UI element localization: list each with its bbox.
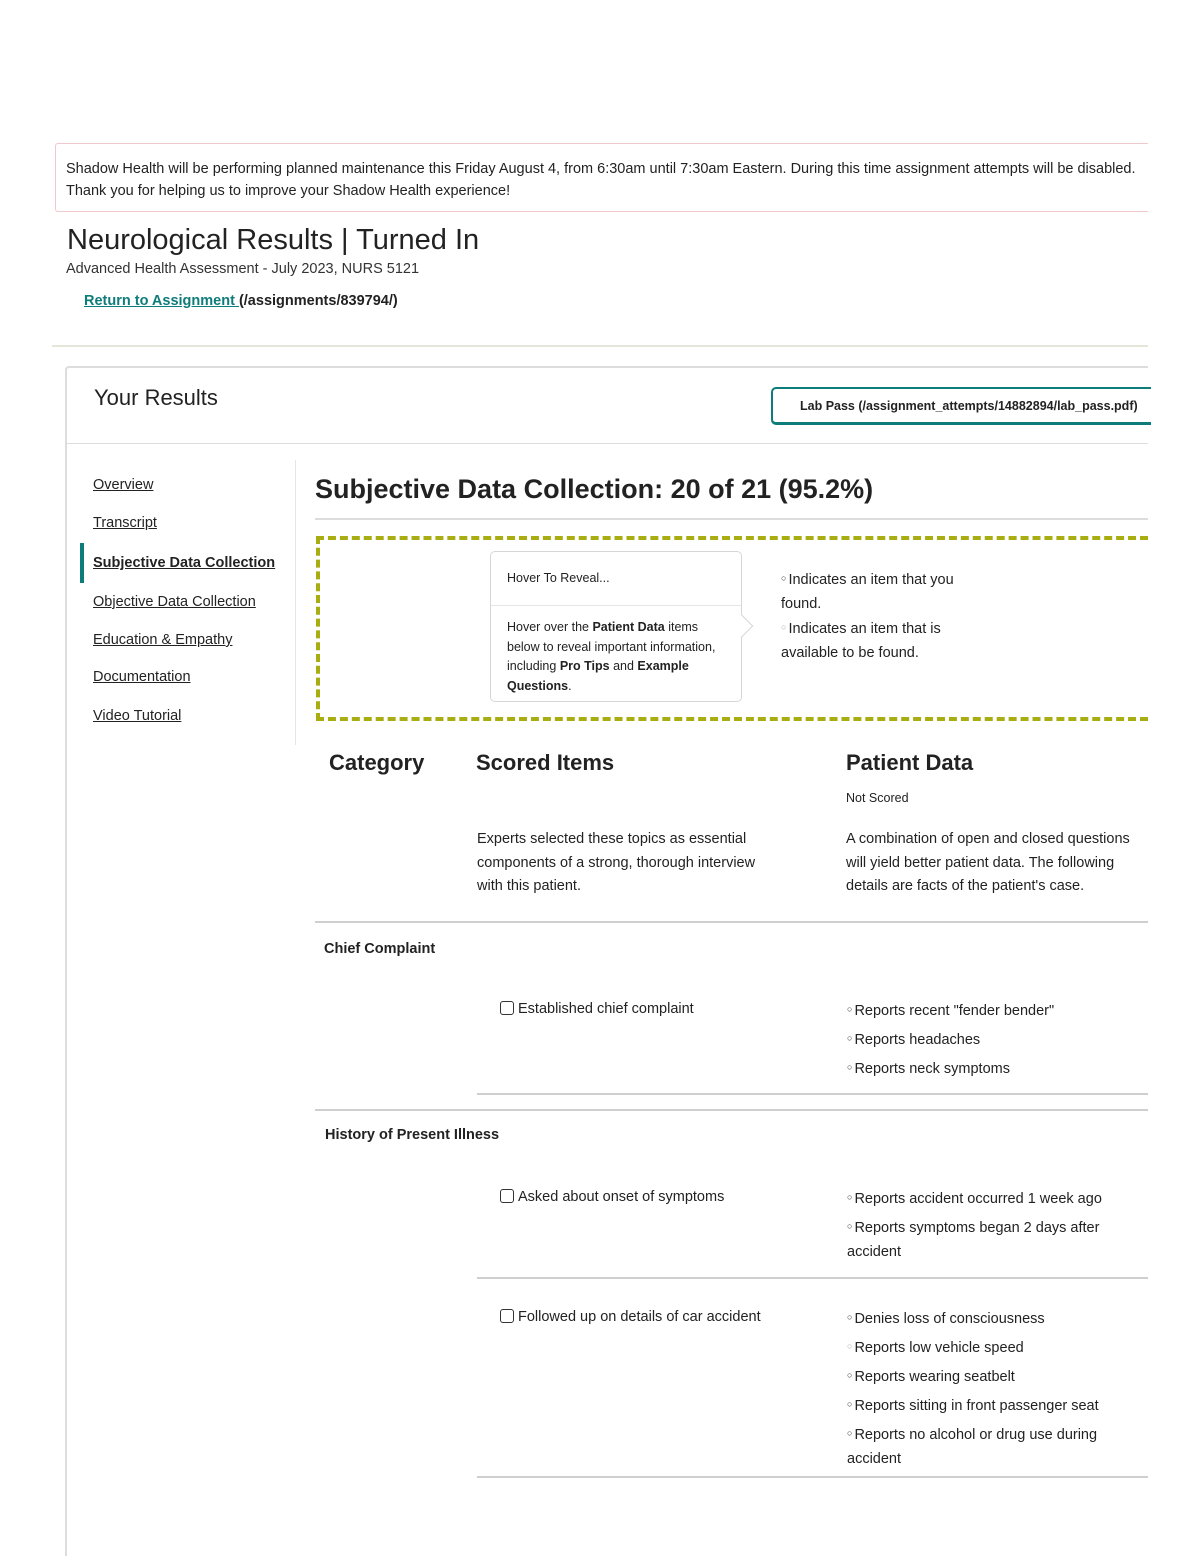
- sidebar-item-objective-data-collection[interactable]: Objective Data Collection: [93, 594, 256, 610]
- sidebar-item-subjective-data-collection[interactable]: Subjective Data Collection: [93, 555, 276, 571]
- scored-item: [500, 1309, 761, 1325]
- row-divider: [477, 1277, 1148, 1279]
- scored-items-description: Experts selected these topics as essential components of a strong, thorough interview with this patient.: [477, 831, 756, 894]
- found-dot-icon: ○: [781, 573, 787, 583]
- patient-data-description: A combination of open and closed questions will yield better patient data. The following details are facts of the patient's case.: [846, 831, 1130, 894]
- found-dot-icon: ○: [847, 1062, 853, 1072]
- row-divider: [477, 1093, 1148, 1095]
- legend-found: [781, 566, 956, 616]
- popover-title: Hover To Reveal...: [491, 552, 741, 606]
- patient-data-item[interactable]: ○ Reports recent "fender bender": [847, 1003, 1055, 1019]
- patient-data-item[interactable]: ○ Reports neck symptoms: [847, 1061, 1010, 1077]
- course-subtitle: Advanced Health Assessment - July 2023, NURS 5121: [66, 261, 420, 277]
- lab-pass-button[interactable]: Lab Pass (/assignment_attempts/14882894/lab_pass.pdf): [771, 387, 1151, 425]
- sidebar-item-overview[interactable]: Overview: [93, 477, 154, 493]
- popover-body: Hover over the Patient Data items below to reveal important information, including Pro Tips and Example Questions.: [507, 620, 716, 693]
- patient-data-item[interactable]: ○ Reports low vehicle speed: [847, 1340, 1024, 1356]
- maintenance-banner: [55, 143, 1148, 212]
- available-dot-icon: ○: [781, 622, 787, 632]
- checkbox-icon: [500, 1309, 514, 1323]
- category-divider: [315, 921, 1148, 923]
- sidebar-item-transcript[interactable]: Transcript: [93, 515, 157, 531]
- your-results-title: Your Results: [94, 385, 218, 410]
- scored-item-label: Asked about onset of symptoms: [518, 1189, 725, 1205]
- sidebar-item-documentation[interactable]: Documentation: [93, 669, 191, 685]
- category-label: History of Present Illness: [325, 1127, 500, 1143]
- legend-found-text: Indicates an item that you found.: [781, 572, 954, 612]
- scored-item-label: Established chief complaint: [518, 1001, 694, 1017]
- legend-available-text: Indicates an item that is available to be found.: [781, 621, 941, 661]
- found-dot-icon: ○: [847, 1428, 853, 1438]
- scored-item: [500, 1001, 694, 1017]
- found-dot-icon: ○: [847, 1370, 853, 1380]
- hover-reveal-popover: [490, 551, 742, 702]
- patient-data-item[interactable]: ○ Reports sitting in front passenger seat: [847, 1398, 1099, 1414]
- checkbox-icon: [500, 1189, 514, 1203]
- results-sidebar-nav: [80, 460, 296, 745]
- found-dot-icon: ○: [847, 1312, 853, 1322]
- available-dot-icon: ○: [847, 1341, 853, 1351]
- found-dot-icon: ○: [847, 1192, 853, 1202]
- section-title: Subjective Data Collection: 20 of 21 (95.2%): [315, 474, 874, 504]
- column-header-patient-data: Patient Data: [846, 750, 974, 775]
- found-dot-icon: ○: [847, 1399, 853, 1409]
- active-indicator: [80, 543, 84, 583]
- found-dot-icon: ○: [847, 1033, 853, 1043]
- patient-data-item[interactable]: ○ Reports no alcohol or drug use during accident: [847, 1427, 1098, 1467]
- found-dot-icon: ○: [847, 1221, 853, 1231]
- sidebar-item-education-empathy[interactable]: Education & Empathy: [93, 632, 233, 648]
- category-label: Chief Complaint: [324, 941, 436, 957]
- return-path-text: (/assignments/839794/): [238, 293, 398, 309]
- patient-data-item[interactable]: ○ Denies loss of consciousness: [847, 1311, 1045, 1327]
- results-header: [67, 368, 1148, 444]
- checkbox-icon: [500, 1001, 514, 1015]
- row-divider: [477, 1476, 1148, 1478]
- return-to-assignment-link[interactable]: Return to Assignment: [84, 293, 239, 309]
- column-header-scored-items: Scored Items: [476, 750, 615, 775]
- patient-data-item[interactable]: ○ Reports symptoms began 2 days after accident: [847, 1220, 1100, 1260]
- patient-data-list: [847, 997, 1147, 1084]
- return-to-assignment: [84, 293, 398, 309]
- maintenance-banner-text: Shadow Health will be performing planned maintenance this Friday August 4, from 6:30am until 7:30am Eastern. During this time assignment attempts will be disabled. Thank you for helping us to improve your Shadow Health experience!: [66, 161, 1136, 199]
- scored-item-label: Followed up on details of car accident: [518, 1309, 761, 1325]
- page-title: Neurological Results | Turned In: [67, 224, 480, 256]
- column-header-category: Category: [329, 750, 425, 775]
- found-dot-icon: ○: [847, 1004, 853, 1014]
- section-divider: [315, 518, 1148, 520]
- not-scored-label: Not Scored: [846, 791, 909, 805]
- sidebar-item-video-tutorial[interactable]: Video Tutorial: [93, 708, 182, 724]
- scored-item: [500, 1189, 724, 1205]
- patient-data-item[interactable]: ○ Reports headaches: [847, 1032, 981, 1048]
- patient-data-list: [847, 1305, 1147, 1474]
- divider: [52, 345, 1148, 347]
- patient-data-list: [847, 1185, 1147, 1267]
- legend-available: [781, 615, 956, 665]
- patient-data-item[interactable]: ○ Reports wearing seatbelt: [847, 1369, 1015, 1385]
- patient-data-item[interactable]: ○ Reports accident occurred 1 week ago: [847, 1191, 1102, 1207]
- category-divider: [315, 1109, 1148, 1111]
